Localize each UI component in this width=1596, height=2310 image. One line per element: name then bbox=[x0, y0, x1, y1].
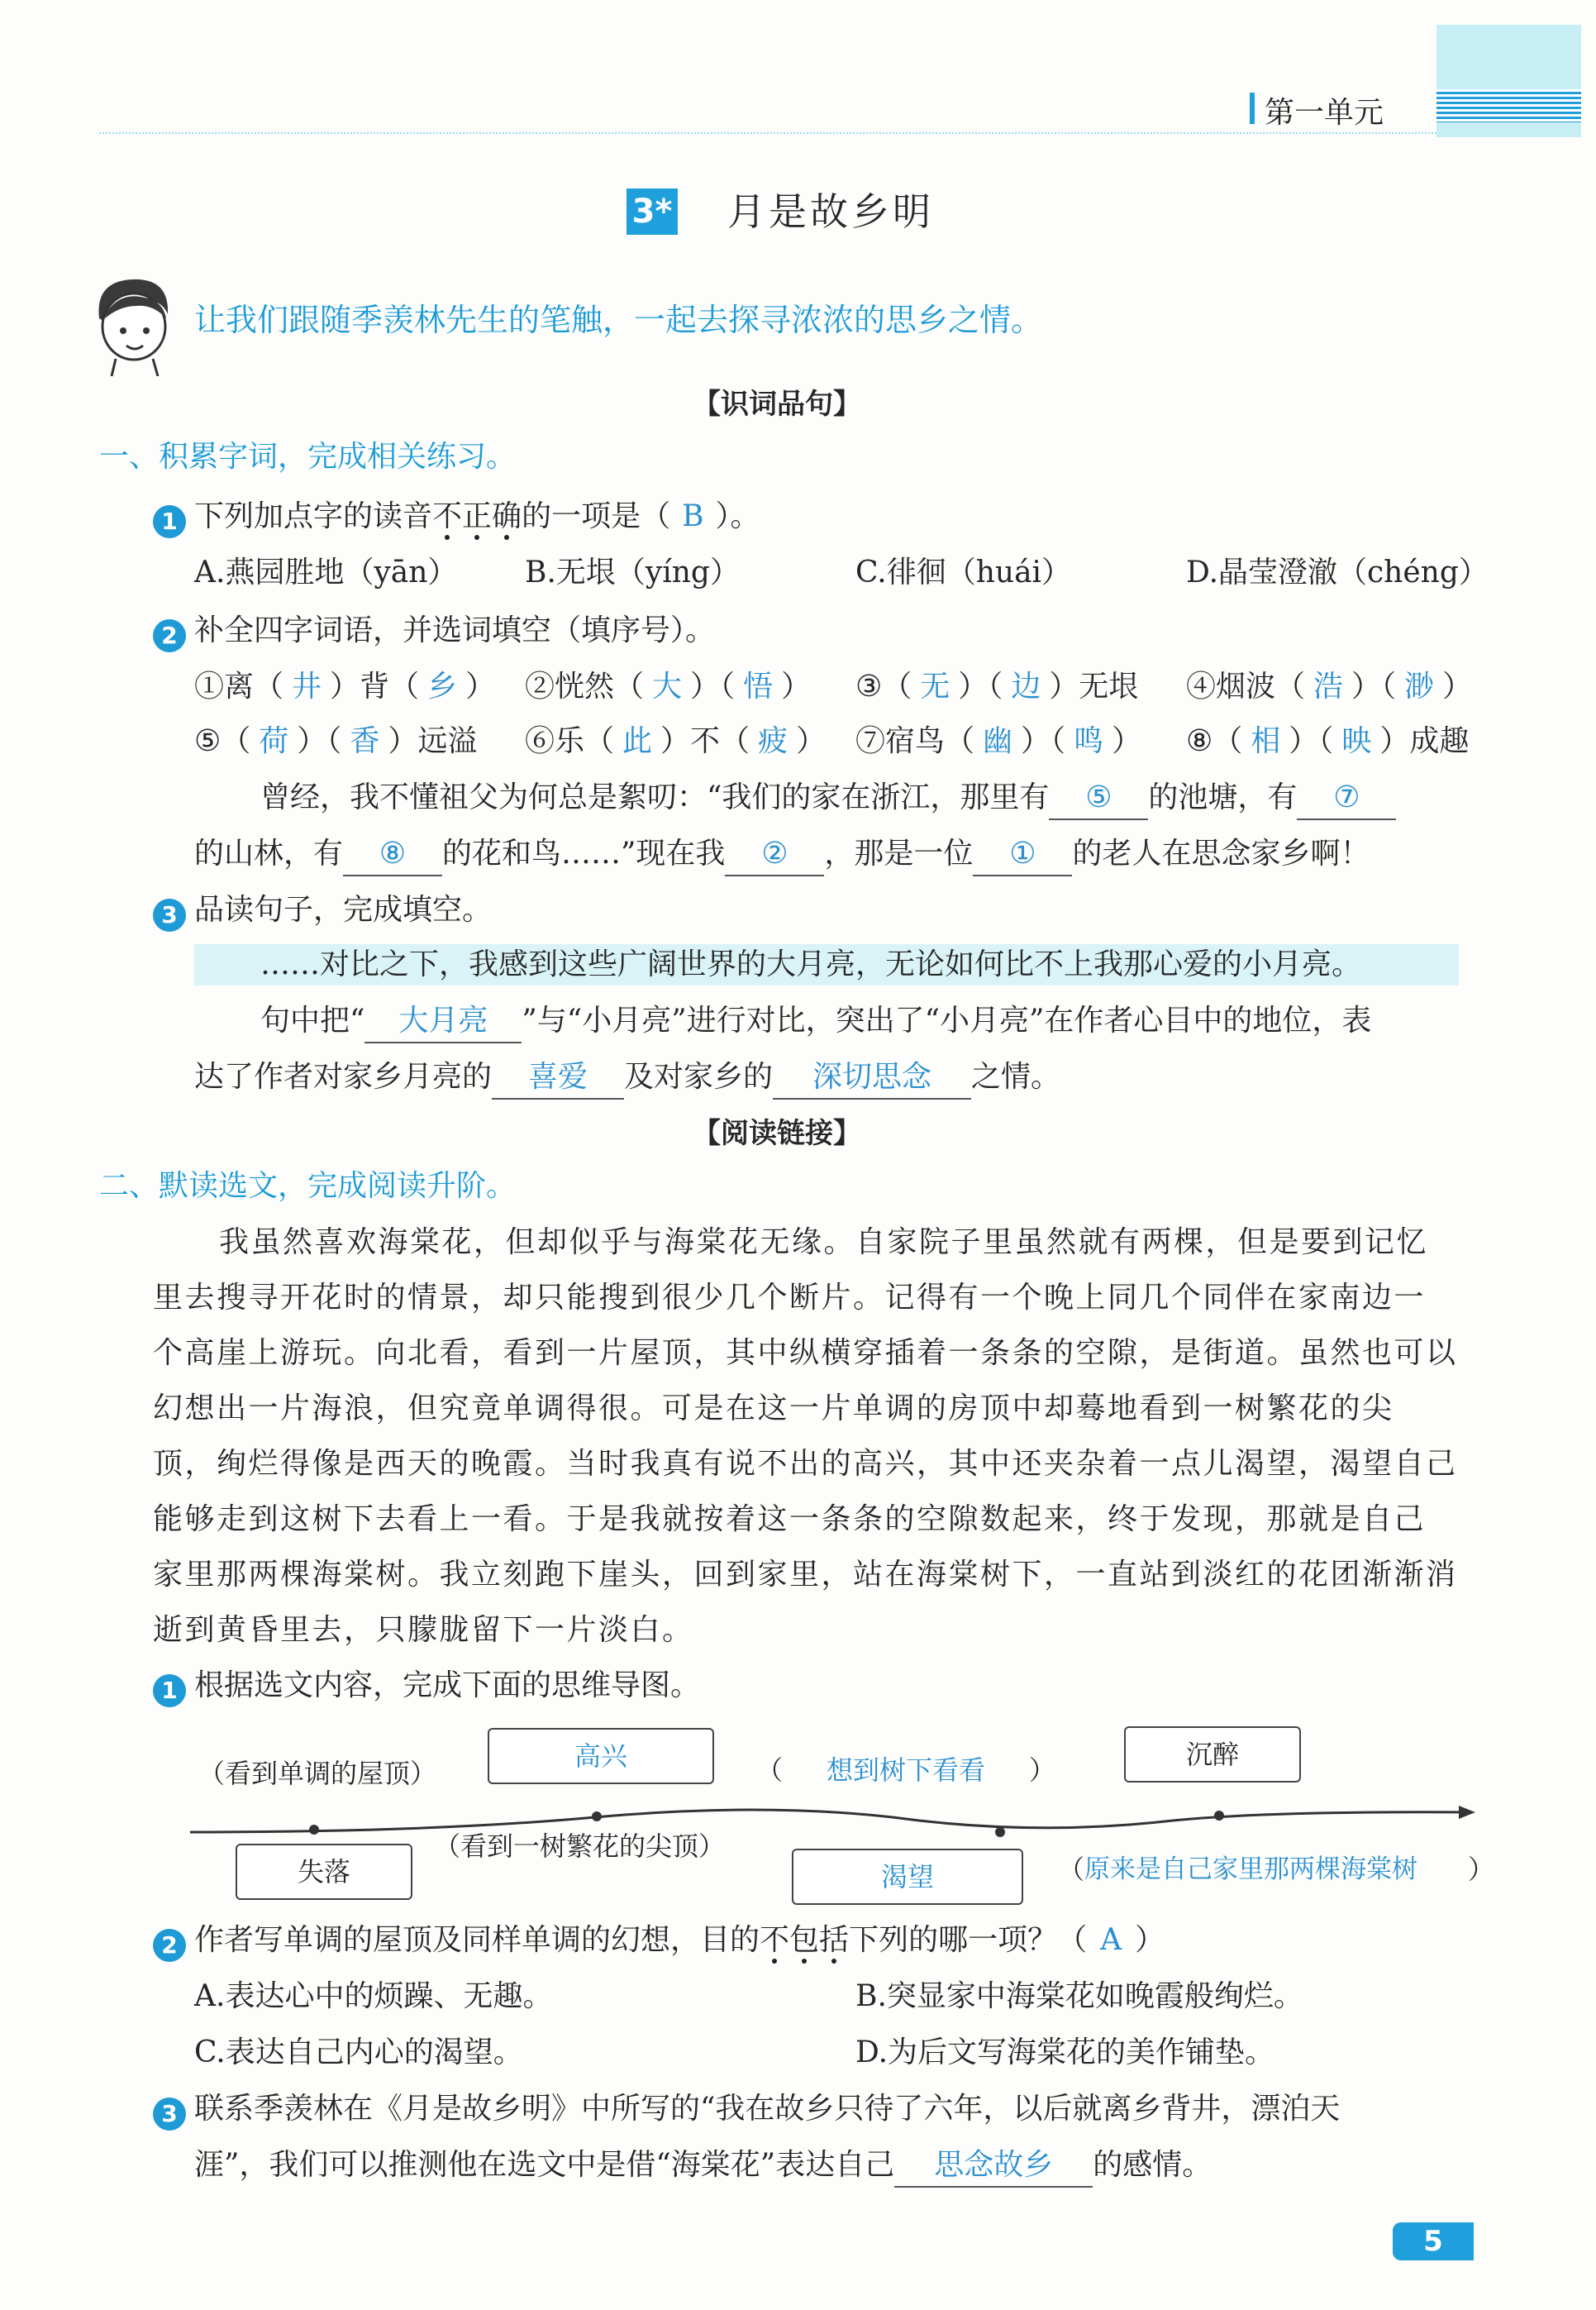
p2q2-number: 2 bbox=[153, 1929, 186, 1962]
passage-line: 逝到黄昏里去，只朦胧留下一片淡白。 bbox=[153, 1613, 694, 1647]
p2q3-number: 3 bbox=[153, 2098, 186, 2131]
fill-blank[interactable]: ⑧ bbox=[343, 833, 442, 876]
question-1 bbox=[153, 496, 760, 538]
q1-answer[interactable]: B bbox=[682, 499, 704, 533]
boy-mascot-icon bbox=[87, 273, 182, 376]
q1-stem: 下列加点字的读音 bbox=[194, 499, 433, 533]
p2q2-option-d[interactable]: D.为后文写海棠花的美作铺垫。 bbox=[855, 2036, 1275, 2069]
idiom-answer[interactable]: 疲 bbox=[758, 724, 788, 758]
q2-stem: 补全四字词语，并选词填空（填序号）。 bbox=[194, 613, 716, 647]
idiom-answer[interactable]: 大 bbox=[652, 670, 683, 704]
p2q2-option-c[interactable]: C.表达自己内心的渴望。 bbox=[194, 2036, 523, 2069]
part2-question-1 bbox=[153, 1665, 700, 1707]
section-title-2: 【阅读链接】 bbox=[693, 1117, 861, 1150]
idiom-answer[interactable]: 映 bbox=[1341, 724, 1372, 758]
header-stripes bbox=[1436, 89, 1581, 122]
map-box-happy: 高兴 bbox=[488, 1728, 714, 1784]
p2q2-option-b[interactable]: B.突显家中海棠花如晚霞般绚烂。 bbox=[855, 1979, 1303, 2013]
part2-question-2: 2 作者写单调的屋顶及同样单调的幻想，目的不包括下列的哪一项？（ A ） bbox=[153, 1920, 1165, 1962]
idiom-answer[interactable]: 渺 bbox=[1404, 670, 1435, 704]
idiom-answer[interactable]: 相 bbox=[1251, 724, 1281, 758]
q3-number: 3 bbox=[153, 899, 186, 932]
intro-text: 让我们跟随季羡林先生的笔触，一起去探寻浓浓的思乡之情。 bbox=[194, 302, 1043, 338]
q3-fill-line-2: 达了作者对家乡月亮的 喜爱 及对家乡的 深切思念 之情。 bbox=[194, 1057, 1060, 1100]
idiom-answer[interactable]: 荷 bbox=[259, 724, 289, 758]
idiom-answer[interactable]: 井 bbox=[292, 670, 322, 704]
fill-blank[interactable]: ⑤ bbox=[1049, 777, 1148, 820]
q1-stem: 的一项是（ bbox=[522, 499, 671, 533]
dotted-char: 包 bbox=[789, 1923, 820, 1957]
header-dotline bbox=[99, 132, 1436, 134]
idiom-answer[interactable]: 鸣 bbox=[1074, 724, 1104, 758]
dotted-char: 不 bbox=[432, 499, 463, 533]
fill-blank[interactable]: 深切思念 bbox=[773, 1057, 971, 1100]
question-2 bbox=[153, 610, 715, 652]
map-text-2: （看到一树繁花的尖顶） bbox=[434, 1830, 726, 1862]
q2-number: 2 bbox=[153, 619, 186, 652]
p2q2-option-a[interactable]: A.表达心中的烦躁、无趣。 bbox=[194, 1979, 553, 2013]
map-box-longing: 渴望 bbox=[792, 1849, 1023, 1905]
part2-heading: 二、默读选文，完成阅读升阶。 bbox=[99, 1169, 517, 1203]
idiom-answer[interactable]: 悟 bbox=[743, 670, 774, 704]
idiom-answer[interactable]: 边 bbox=[1011, 670, 1041, 704]
q3-fill-line-1: 句中把“ 大月亮 ”与“小月亮”进行对比，突出了“小月亮”在作者心目中的地位，表 bbox=[260, 1000, 1371, 1043]
part2-question-3: 3 联系季羡林在《月是故乡明》中所写的“我在故乡只待了六年，以后就离乡背井，漂泊天 bbox=[153, 2088, 1340, 2131]
dotted-char: 确 bbox=[492, 499, 522, 533]
question-3 bbox=[153, 890, 492, 932]
idiom-answer[interactable]: 乡 bbox=[427, 670, 458, 704]
unit-label: 第一单元 bbox=[1265, 96, 1384, 130]
passage-line: 里去搜寻开花时的情景，却只能搜到很少几个断片。记得有一个晚上同几个同伴在家南边一 bbox=[153, 1281, 1427, 1315]
idiom-answer[interactable]: 浩 bbox=[1313, 670, 1344, 704]
q1-option-b[interactable]: B.无垠（yíng） bbox=[525, 556, 740, 589]
fill-paragraph-line-1: 曾经，我不懂祖父为何总是絮叨：“我们的家在浙江，那里有 ⑤ 的池塘，有 ⑦ bbox=[260, 777, 1396, 820]
q1-option-d[interactable]: D.晶莹澄澈（chéng） bbox=[1186, 556, 1489, 589]
idiom-answer[interactable]: 幽 bbox=[983, 724, 1013, 758]
map-paren-close: ） bbox=[1029, 1754, 1056, 1786]
fill-blank[interactable]: ⑦ bbox=[1297, 777, 1396, 820]
fill-blank[interactable]: 喜爱 bbox=[492, 1057, 624, 1100]
q1-option-a[interactable]: A.燕园胜地（yān） bbox=[194, 556, 458, 589]
passage-line: 能够走到这树下去看上一看。于是我就按着这一条条的空隙数起来，终于发现，那就是自己 bbox=[153, 1502, 1427, 1536]
idiom-answer[interactable]: 此 bbox=[622, 724, 653, 758]
passage-line: 幻想出一片海浪，但究竟单调得很。可是在这一片单调的房顶中却蓦地看到一树繁花的尖 bbox=[153, 1391, 1394, 1425]
idiom-6: ⑥乐（ 此 ）不（ 疲 ） bbox=[525, 724, 827, 758]
dotted-char: 括 bbox=[819, 1923, 850, 1957]
dotted-char: 正 bbox=[462, 499, 493, 533]
idiom-2: ②恍然（ 大 ）（ 悟 ） bbox=[525, 670, 812, 704]
fill-blank[interactable]: 大月亮 bbox=[364, 1000, 522, 1043]
header-bar bbox=[1250, 93, 1255, 124]
idiom-7: ⑦宿鸟（ 幽 ）（ 鸣 ） bbox=[855, 724, 1142, 758]
dotted-char: 不 bbox=[760, 1923, 790, 1957]
q3-stem: 品读句子，完成填空。 bbox=[194, 893, 493, 927]
quote-sentence: ……对比之下，我感到这些广阔世界的大月亮，无论如何比不上我那心爱的小月亮。 bbox=[194, 944, 1459, 986]
fill-blank[interactable]: ② bbox=[725, 833, 824, 876]
p2q3-line-2: 涯”，我们可以推测他在选文中是借“海棠花”表达自己 思念故乡 的感情。 bbox=[194, 2145, 1212, 2188]
map-paren-close-2: ） bbox=[1468, 1854, 1495, 1885]
lesson-title: 月是故乡明 bbox=[727, 189, 934, 234]
page-number: 5 bbox=[1393, 2222, 1474, 2260]
fill-paragraph-line-2: 的山林，有 ⑧ 的花和鸟……”现在我 ② ，那是一位 ① 的老人在思念家乡啊！ bbox=[194, 833, 1370, 876]
lesson-badge: 3* bbox=[626, 189, 678, 235]
map-text-1: （看到单调的屋顶） bbox=[198, 1758, 437, 1789]
q1-stem: ）。 bbox=[715, 499, 760, 533]
map-paren-open-2: （ bbox=[1058, 1854, 1085, 1885]
map-box-lost: 失落 bbox=[236, 1844, 412, 1900]
map-box-intoxicated: 沉醉 bbox=[1124, 1726, 1301, 1783]
fill-blank[interactable]: 思念故乡 bbox=[894, 2145, 1093, 2188]
idiom-3: ③（ 无 ）（ 边 ）无垠 bbox=[855, 670, 1139, 704]
p2q1-stem: 根据选文内容，完成下面的思维导图。 bbox=[194, 1668, 701, 1702]
map-paren-open: （ bbox=[756, 1754, 784, 1786]
passage-line: 我虽然喜欢海棠花，但却似乎与海棠花无缘。自家院子里虽然就有两棵，但是要到记忆 bbox=[219, 1225, 1429, 1259]
p2q1-number: 1 bbox=[153, 1674, 186, 1707]
fill-blank[interactable]: ① bbox=[973, 833, 1072, 876]
passage-line: 个高崖上游玩。向北看，看到一片屋顶，其中纵横穿插着一条条的空隙，是街道。虽然也可以 bbox=[153, 1336, 1458, 1370]
idiom-answer[interactable]: 无 bbox=[920, 670, 950, 704]
idiom-1: ①离（ 井 ）背（ 乡 ） bbox=[194, 670, 496, 704]
section-title-1: 【识词品句】 bbox=[693, 388, 861, 421]
map-answer-top[interactable]: 想到树下看看 bbox=[827, 1754, 986, 1786]
passage-line: 顶，绚烂得像是西天的晚霞。当时我真有说不出的高兴，其中还夹杂着一点儿渴望，渴望自己 bbox=[153, 1447, 1458, 1481]
idiom-4: ④烟波（ 浩 ）（ 渺 ） bbox=[1186, 670, 1473, 704]
idiom-answer[interactable]: 香 bbox=[350, 724, 380, 758]
map-answer-bottom[interactable]: 原来是自己家里那两棵海棠树 bbox=[1084, 1854, 1417, 1884]
idiom-5: ⑤（ 荷 ）（ 香 ）远溢 bbox=[194, 724, 478, 758]
passage-line: 家里那两棵海棠树。我立刻跑下崖头，回到家里，站在海棠树下，一直站到淡红的花团渐渐消 bbox=[153, 1558, 1458, 1592]
q1-number: 1 bbox=[153, 505, 186, 538]
idiom-8: ⑧（ 相 ）（ 映 ）成趣 bbox=[1186, 724, 1470, 758]
q1-option-c[interactable]: C.徘徊（huái） bbox=[855, 556, 1072, 589]
p2q2-answer[interactable]: A bbox=[1100, 1923, 1122, 1957]
part1-heading: 一、积累字词，完成相关练习。 bbox=[99, 440, 517, 474]
